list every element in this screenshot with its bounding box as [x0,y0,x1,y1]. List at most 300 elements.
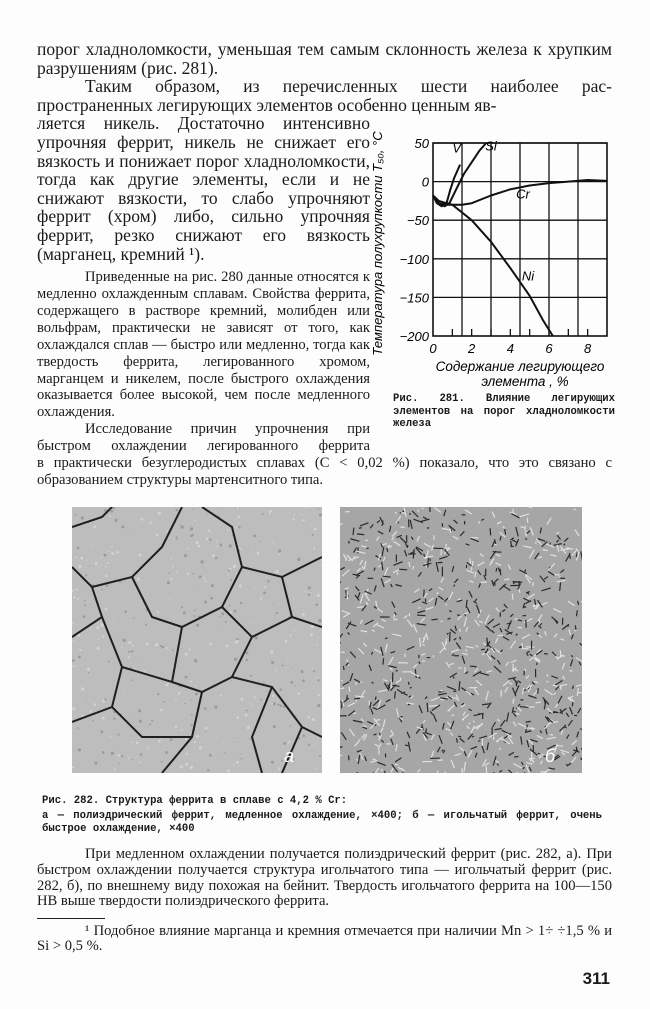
acicular-texture [408,704,410,705]
texture-speck [100,565,101,566]
texture-speck [220,542,221,543]
texture-speck [104,698,106,700]
paragraph-text: Исследование причин упрочнения при быстром охлаждении легированного феррита [37,421,370,455]
texture-speck [216,541,218,543]
texture-speck [235,526,237,528]
y-tick-label: −50 [407,214,430,229]
texture-speck [272,616,273,617]
acicular-texture [525,526,526,531]
texture-speck [181,606,183,608]
texture-speck [277,704,279,706]
texture-speck [287,658,288,659]
texture-speck [132,679,134,681]
series-label-si: Si [485,139,498,154]
texture-speck [139,761,141,763]
acicular-texture [427,703,428,712]
texture-speck [101,557,102,558]
acicular-texture [525,539,527,540]
texture-speck [208,594,209,595]
texture-speck [77,727,78,728]
x-tick-label: 8 [584,341,592,356]
acicular-texture [431,619,437,620]
acicular-texture [513,698,514,703]
texture-speck [74,716,75,717]
texture-speck [72,622,74,624]
x-axis-label-line2: элемента , % [481,374,568,389]
texture-speck [136,742,139,745]
texture-speck [236,761,239,764]
texture-speck [272,694,274,696]
texture-speck [110,510,113,513]
texture-speck [229,544,232,547]
micrograph-background [340,507,582,773]
texture-speck [160,600,161,601]
texture-speck [176,509,178,511]
texture-speck [227,769,230,772]
texture-speck [114,516,115,517]
acicular-texture [575,625,576,630]
texture-speck [279,666,280,667]
texture-speck [105,607,108,610]
texture-speck [84,604,86,606]
acicular-texture [458,736,461,737]
footnote [37,924,612,955]
texture-speck [226,533,227,534]
texture-speck [76,588,78,590]
texture-speck [194,741,196,743]
texture-speck [273,725,276,728]
texture-speck [271,703,273,705]
texture-speck [241,754,242,755]
texture-speck [170,557,172,559]
y-tick-label: −200 [400,329,430,344]
texture-speck [145,624,147,626]
texture-speck [212,554,215,557]
acicular-texture [445,642,447,643]
texture-speck [264,586,266,588]
texture-speck [191,714,193,716]
texture-speck [253,696,255,698]
texture-speck [266,648,267,649]
texture-speck [262,583,263,584]
texture-speck [221,757,222,758]
texture-speck [302,734,305,737]
texture-speck [236,738,237,739]
texture-speck [319,755,321,757]
y-tick-label: 50 [415,136,430,151]
texture-speck [246,709,248,711]
caption-title: Рис. 282. Структура феррита в сплаве с 4,2 % Cr: [42,795,602,808]
texture-speck [185,676,188,679]
y-axis-label: Температура полухрупкости T₅₀, °C [370,131,385,356]
texture-speck [102,751,105,754]
texture-speck [175,699,177,701]
texture-speck [270,651,273,654]
texture-speck [204,600,207,603]
texture-speck [234,658,237,661]
texture-speck [162,646,165,649]
texture-speck [260,699,262,701]
texture-speck [93,599,94,600]
texture-speck [190,534,193,537]
texture-speck [154,642,155,643]
texture-speck [141,518,144,521]
texture-speck [91,741,92,742]
micrograph-background [72,507,322,773]
texture-speck [111,546,113,548]
acicular-texture [340,642,341,643]
texture-speck [116,551,119,554]
texture-speck [286,583,287,584]
texture-speck [254,588,256,590]
texture-speck [297,692,300,695]
texture-speck [308,744,310,746]
acicular-texture [500,569,501,575]
texture-speck [140,600,141,601]
texture-speck [78,565,81,568]
texture-speck [184,703,186,705]
texture-speck [194,585,195,586]
texture-speck [294,630,296,632]
texture-speck [157,610,159,612]
texture-speck [181,729,183,731]
y-tick-label: −150 [400,291,430,306]
texture-speck [72,640,73,641]
texture-speck [302,613,305,616]
texture-speck [123,639,126,642]
figure-281-chart [370,127,640,389]
texture-speck [199,746,202,749]
texture-speck [301,514,303,516]
texture-speck [224,752,225,753]
texture-speck [209,754,212,757]
texture-speck [275,570,278,573]
texture-speck [280,704,283,707]
paragraph-text: Приведенные на рис. 280 данные относятся к медленно охлажденным сплавам. Свойства феррита, содержащего в растворе кремний, молибден или вольфрам, практически не зависят от того, как охлаждался сплав — быстро или медленно, тогда как твердость феррита, легированного хромом, марганцем и никелем, после быстрого охлаждения оказывается более высокой, чем после медленного охлаждения. [37,269,370,421]
texture-speck [105,574,108,577]
texture-speck [84,507,85,508]
texture-speck [107,562,109,564]
texture-speck [166,722,167,723]
texture-speck [131,627,132,628]
book-page [37,0,612,1009]
micrograph-b [340,507,582,773]
texture-speck [137,696,138,697]
texture-speck [157,693,159,695]
acicular-texture [418,509,419,511]
texture-speck [116,507,117,508]
paragraph-text: порог хладноломкости, уменьшая тем самым склонность железа к хрупким разрушениям (рис. 281). [37,40,612,77]
texture-speck [196,735,199,738]
left-column-paragraph [37,114,370,263]
acicular-texture [533,582,534,586]
texture-speck [95,562,98,565]
figure-282-caption [42,795,602,836]
texture-speck [236,716,239,719]
texture-speck [235,509,236,510]
texture-speck [172,666,174,668]
texture-speck [109,752,110,753]
texture-speck [247,726,250,729]
texture-speck [216,545,218,547]
acicular-texture [353,713,356,714]
acicular-texture [514,756,518,757]
texture-speck [158,740,161,743]
acicular-texture [516,682,517,687]
acicular-texture [513,582,523,583]
texture-speck [133,707,134,708]
texture-speck [185,763,188,766]
texture-speck [297,558,300,561]
texture-speck [125,610,128,613]
texture-speck [158,674,159,675]
texture-speck [165,683,168,686]
texture-speck [315,594,316,595]
texture-speck [211,584,214,587]
texture-speck [167,581,170,584]
texture-speck [254,636,257,639]
texture-speck [158,511,161,514]
acicular-texture [451,715,454,716]
texture-speck [316,644,318,646]
texture-speck [172,649,174,651]
texture-speck [303,523,304,524]
texture-speck [165,647,167,649]
texture-speck [176,539,177,540]
texture-speck [201,560,204,563]
texture-speck [197,524,198,525]
acicular-texture [469,722,470,724]
acicular-texture [564,727,566,728]
texture-speck [266,691,267,692]
texture-speck [185,738,187,740]
texture-speck [190,724,192,726]
texture-speck [269,543,270,544]
texture-speck [89,549,90,550]
acicular-texture [498,635,503,636]
texture-speck [128,651,130,653]
texture-speck [181,648,182,649]
texture-speck [137,577,140,580]
texture-speck [250,738,252,740]
texture-speck [102,635,104,637]
texture-speck [137,756,138,757]
texture-speck [104,554,107,557]
texture-speck [262,513,264,515]
texture-speck [109,740,110,741]
texture-speck [89,710,91,712]
texture-speck [250,675,252,677]
texture-speck [75,514,77,516]
texture-speck [279,688,281,690]
texture-speck [196,623,199,626]
texture-speck [220,694,222,696]
texture-speck [102,716,105,719]
texture-speck [257,552,260,555]
texture-speck [190,766,193,769]
texture-speck [317,704,320,707]
texture-speck [291,718,292,719]
texture-speck [189,648,191,650]
texture-speck [197,761,198,762]
texture-speck [293,598,294,599]
texture-speck [317,629,318,630]
texture-speck [90,535,91,536]
texture-speck [209,643,212,646]
texture-speck [278,713,279,714]
paragraph-text: в практически безуглеродистых сплавах (C < 0,02 %) показало, что это связано с образованием структуры мартенситного типа. [37,455,612,489]
texture-speck [187,548,189,550]
texture-speck [313,670,315,672]
texture-speck [123,695,124,696]
texture-speck [218,624,219,625]
texture-speck [315,603,318,606]
texture-speck [317,679,319,681]
texture-speck [160,645,162,647]
texture-speck [253,534,256,537]
texture-speck [251,704,252,705]
texture-speck [131,741,133,743]
texture-speck [175,725,178,728]
texture-speck [196,541,199,544]
texture-speck [74,596,77,599]
texture-speck [259,541,260,542]
texture-speck [264,700,265,701]
acicular-texture [442,523,443,527]
texture-speck [226,644,229,647]
texture-speck [310,633,313,636]
texture-speck [294,685,296,687]
texture-speck [94,761,97,764]
texture-speck [134,635,135,636]
panel-label-b: б [545,746,556,766]
texture-speck [250,622,251,623]
left-column [37,114,370,455]
acicular-texture [457,738,458,742]
texture-speck [128,641,131,644]
page-number: 311 [37,969,612,989]
texture-speck [283,706,285,708]
texture-speck [221,612,224,615]
acicular-texture [383,658,384,664]
series-label-cr: Cr [516,187,530,202]
texture-speck [149,632,150,633]
texture-speck [267,580,269,582]
texture-speck [312,668,314,670]
y-tick-label: −100 [400,252,430,267]
texture-speck [227,544,228,545]
texture-speck [205,726,208,729]
texture-speck [315,554,316,555]
acicular-texture [470,666,477,667]
texture-speck [114,768,116,770]
texture-speck [73,665,75,667]
footnote-divider [37,918,105,919]
acicular-texture [357,607,364,608]
texture-speck [275,669,277,671]
texture-speck [271,702,272,703]
texture-speck [281,664,283,666]
texture-speck [118,763,119,764]
texture-speck [182,641,183,642]
texture-speck [208,529,210,531]
texture-speck [253,592,254,593]
texture-speck [182,653,183,654]
acicular-texture [450,632,451,642]
texture-speck [105,566,107,568]
footnote-text: ¹ Подобное влияние марганца и кремния отмечается при наличии Mn > 1÷ ÷1,5 % и Si > 0,5 %. [37,924,612,955]
texture-speck [166,530,168,532]
texture-speck [154,557,155,558]
texture-speck [260,597,262,599]
texture-speck [192,509,193,510]
texture-speck [245,713,248,716]
texture-speck [215,557,218,560]
texture-speck [131,759,132,760]
texture-speck [108,660,110,662]
texture-speck [227,529,229,531]
texture-speck [318,509,319,510]
texture-speck [174,609,175,610]
texture-speck [316,677,318,679]
acicular-texture [572,702,573,706]
texture-speck [195,520,196,521]
texture-speck [317,594,320,597]
texture-speck [179,524,180,525]
texture-speck [314,528,317,531]
texture-speck [194,656,195,657]
texture-speck [283,742,286,745]
texture-speck [298,720,299,721]
texture-speck [308,592,309,593]
texture-speck [207,769,209,771]
texture-speck [205,580,207,582]
texture-speck [81,687,84,690]
texture-speck [101,589,103,591]
texture-speck [106,550,107,551]
texture-speck [284,515,285,516]
texture-speck [204,619,205,620]
texture-speck [243,607,244,608]
small-text-full [37,455,612,489]
texture-speck [316,508,317,509]
texture-speck [229,567,232,570]
texture-speck [186,753,188,755]
texture-speck [304,590,306,592]
texture-speck [301,670,304,673]
texture-speck [255,549,256,550]
texture-speck [203,577,205,579]
texture-speck [312,534,314,536]
acicular-texture [405,654,406,657]
texture-speck [98,638,100,640]
acicular-texture [450,528,451,533]
texture-speck [154,514,155,515]
y-tick-label: 0 [422,175,430,190]
texture-speck [83,615,86,618]
texture-speck [278,549,281,552]
texture-speck [271,761,274,764]
acicular-texture [526,721,531,722]
texture-speck [308,586,311,589]
texture-speck [315,582,316,583]
small-text-block [37,269,370,455]
texture-speck [87,601,88,602]
series-label-ni: Ni [522,269,535,284]
texture-speck [209,538,210,539]
texture-speck [151,720,153,722]
texture-speck [111,751,114,754]
